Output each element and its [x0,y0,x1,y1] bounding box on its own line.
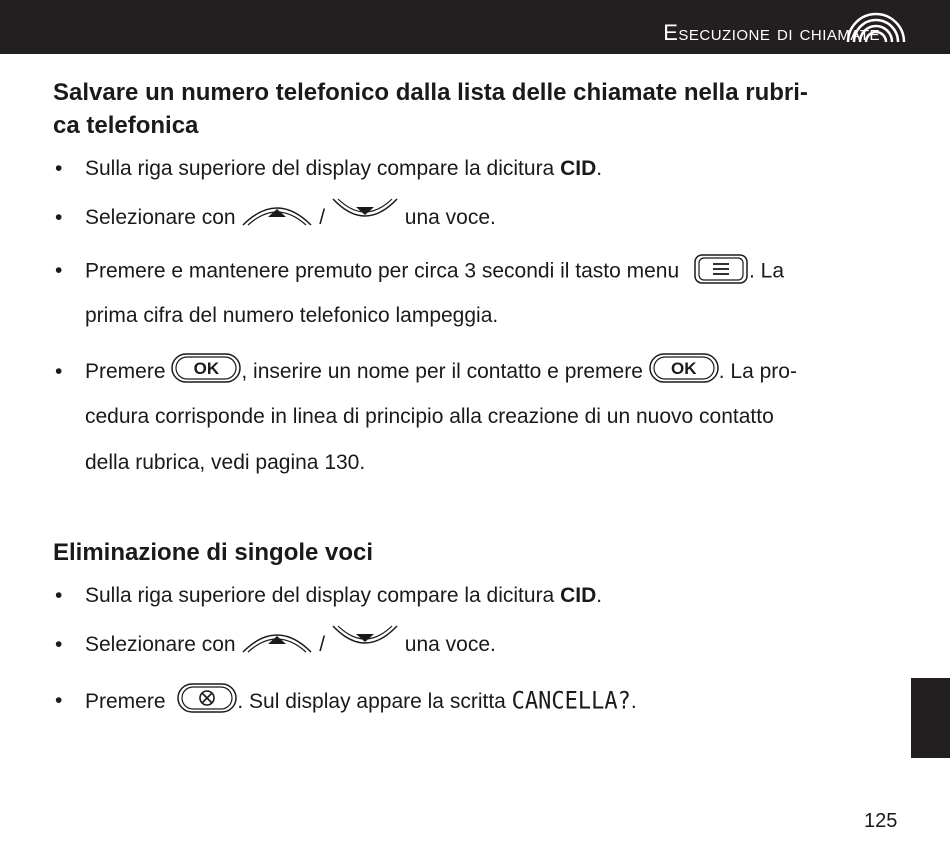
s1-b3-post: . La [748,259,784,283]
bullet-marker: • [55,157,63,180]
s1-b2-text: Selezionare con [85,206,242,229]
section2-title: Eliminazione di singole voci [53,539,374,566]
s2-b3-text: Premere [85,690,172,713]
s1-b2-sep: / [313,206,331,229]
menu-key-icon [693,253,749,285]
up-key-icon [241,624,313,654]
s1-b1-text: Sulla riga superiore del display compare la dicitura [85,157,561,180]
s2-b2-post: una voce. [398,633,496,656]
section1-title-line1: Salvare un numero telefonico dalla lista delle chiamate nella rubri- [53,79,808,106]
s1-bullet1 [85,157,602,181]
s1-b1-cid: CID [560,157,597,180]
section1-title-line2: ca telefonica [53,112,199,139]
s1-b4-post: . La pro- [718,360,797,383]
bullet-marker: • [55,259,63,282]
ok-key-label: OK [670,359,697,379]
s1-bullet4-line1 [85,360,797,384]
ok-key-icon [649,353,719,383]
bullet-marker: • [55,584,63,607]
s1-bullet3-line2: prima cifra del numero telefonico lampeggia. [85,304,499,327]
bullet-marker: • [55,689,63,712]
s1-b1-post: . [596,157,603,180]
bullet-marker: • [55,360,63,383]
s2-b1-post: . [596,584,603,607]
s1-bullet4-line3: della rubrica, vedi pagina 130. [85,451,366,474]
s1-bullet3-line1 [85,259,784,285]
s2-bullet1 [85,584,602,608]
s1-b4-mid: , inserire un nome per il contatto e premere [241,360,649,383]
section1-title [53,76,808,142]
ok-key-label: OK [193,359,220,379]
s2-b3-post: . [630,690,637,713]
down-key-icon [331,197,399,227]
s1-bullet2 [85,206,496,230]
s1-b4-text: Premere [85,360,172,383]
s2-b1-cid: CID [560,584,597,607]
s1-b2-post: una voce. [398,206,496,229]
chapter-header [0,0,950,54]
page-number: 125 [864,810,898,832]
wave-logo-icon [846,0,906,54]
ok-key-icon [171,353,241,383]
s2-bullet2 [85,633,496,657]
s2-b1-text: Sulla riga superiore del display compare la dicitura [85,584,561,607]
s2-b2-sep: / [313,633,331,656]
chapter-title: Esecuzione di chiamate [663,20,880,45]
s2-bullet3 [85,689,637,714]
up-key-icon [241,197,313,227]
delete-key-icon [177,683,237,713]
s2-b2-text: Selezionare con [85,633,242,656]
down-key-icon [331,624,399,654]
display-text-cancella: CANCELLA? [511,687,631,716]
s1-bullet4-line2: cedura corrisponde in linea di principio alla creazione di un nuovo contatto [85,405,774,428]
chapter-side-tab [911,678,950,758]
bullet-marker: • [55,206,63,229]
s1-b3-text: Premere e mantenere premuto per circa 3 secondi il tasto menu [85,259,680,283]
s2-b3-mid: . Sul display appare la scritta [237,690,512,713]
bullet-marker: • [55,633,63,656]
